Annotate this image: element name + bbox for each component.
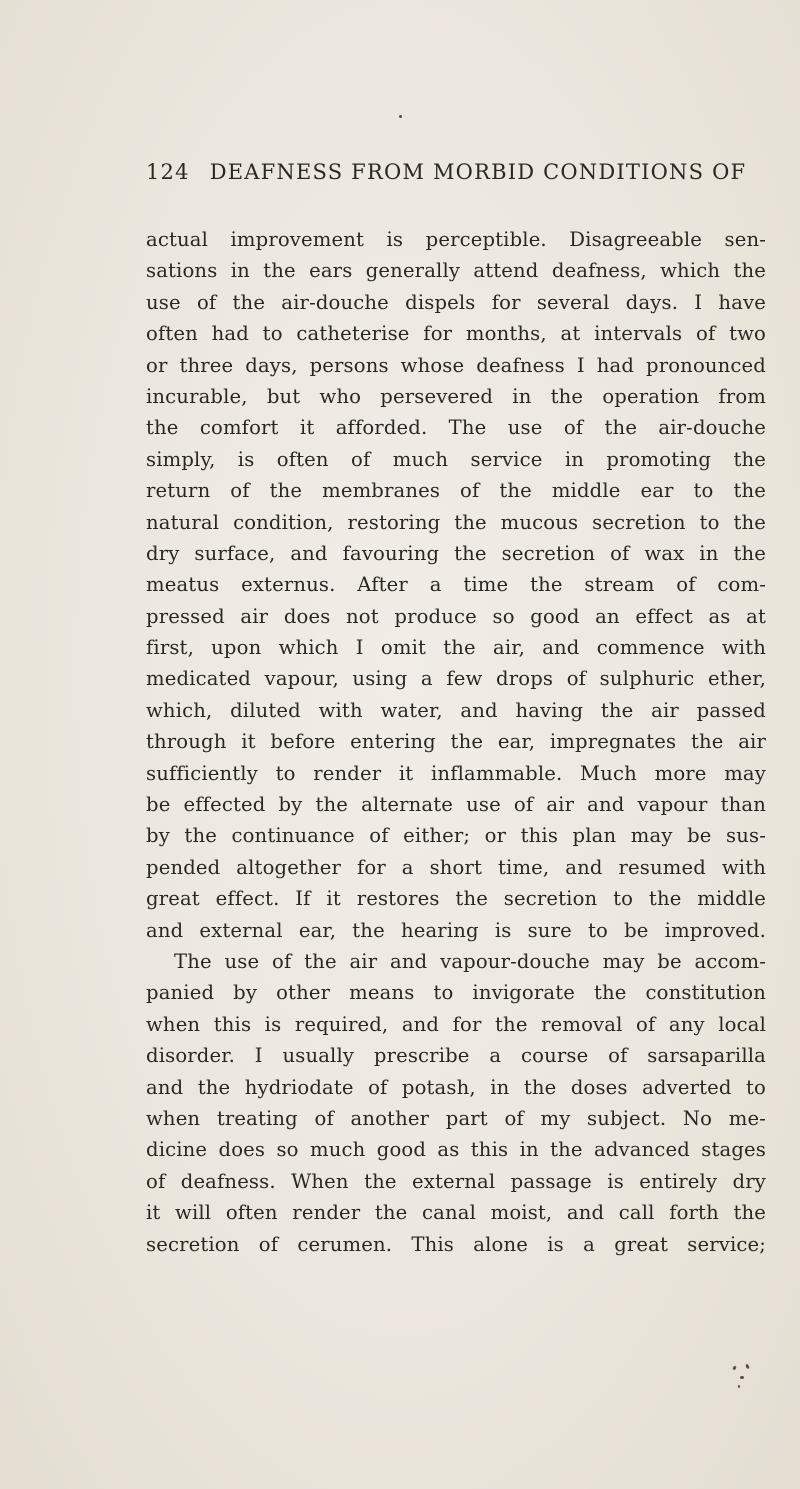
text-line: great effect. If it restores the secretion to the middle xyxy=(146,887,766,911)
text-line: which, diluted with water, and having the air passed xyxy=(146,698,766,722)
running-head xyxy=(146,160,746,184)
ink-speck xyxy=(738,1385,740,1388)
text-line: when this is required, and for the removal of any local xyxy=(146,1012,766,1036)
body-text xyxy=(146,224,766,1260)
text-line: secretion of cerumen. This alone is a great service; xyxy=(146,1232,766,1256)
text-line: return of the membranes of the middle ear to the xyxy=(146,479,766,503)
text-line: meatus externus. After a time the stream of com- xyxy=(146,573,766,597)
text-line: incurable, but who persevered in the operation from xyxy=(146,384,766,408)
text-line: be effected by the alternate use of air and vapour than xyxy=(146,793,766,817)
text-line: the comfort it afforded. The use of the air-douche xyxy=(146,416,766,440)
text-line: natural condition, restoring the mucous secretion to the xyxy=(146,510,766,534)
text-line: dry surface, and favouring the secretion of wax in the xyxy=(146,541,766,565)
text-line: and the hydriodate of potash, in the doses adverted to xyxy=(146,1075,766,1099)
ink-speck xyxy=(740,1376,744,1379)
text-line: or three days, persons whose deafness I had pronounced xyxy=(146,353,766,377)
text-line: pended altogether for a short time, and resumed with xyxy=(146,855,766,879)
text-line: of deafness. When the external passage is entirely dry xyxy=(146,1169,766,1193)
text-line: through it before entering the ear, impregnates the air xyxy=(146,730,766,754)
text-line: sufficiently to render it inflammable. Much more may xyxy=(146,761,766,785)
chapter-title: DEAFNESS FROM MORBID CONDITIONS OF xyxy=(209,160,747,184)
text-line: it will often render the canal moist, and call forth the xyxy=(146,1201,766,1225)
text-line: medicated vapour, using a few drops of sulphuric ether, xyxy=(146,667,766,691)
text-line: by the continuance of either; or this plan may be sus- xyxy=(146,824,766,848)
text-line: dicine does so much good as this in the advanced stages xyxy=(146,1138,766,1162)
page-number: 124 xyxy=(146,160,190,184)
text-line: actual improvement is perceptible. Disagreeable sen- xyxy=(146,228,766,251)
text-line: panied by other means to invigorate the constitution xyxy=(146,981,766,1005)
text-line: when treating of another part of my subject. No me- xyxy=(146,1106,766,1130)
text-line: sations in the ears generally attend deafness, which the xyxy=(146,259,766,283)
ink-speck xyxy=(732,1366,737,1371)
ink-speck xyxy=(399,115,402,118)
text-line: and external ear, the hearing is sure to be improved. xyxy=(146,918,766,942)
text-line: simply, is often of much service in promoting the xyxy=(146,447,766,471)
text-line: pressed air does not produce so good an effect as at xyxy=(146,604,766,628)
text-line: first, upon which I omit the air, and commence with xyxy=(146,636,766,660)
text-line: often had to catheterise for months, at intervals of two xyxy=(146,322,766,346)
paragraph-first-line: The use of the air and vapour-douche may be accom- xyxy=(174,949,766,973)
text-line: disorder. I usually prescribe a course of sarsaparilla xyxy=(146,1044,766,1068)
text-line: use of the air-douche dispels for several days. I have xyxy=(146,290,766,314)
ink-speck xyxy=(745,1364,750,1370)
